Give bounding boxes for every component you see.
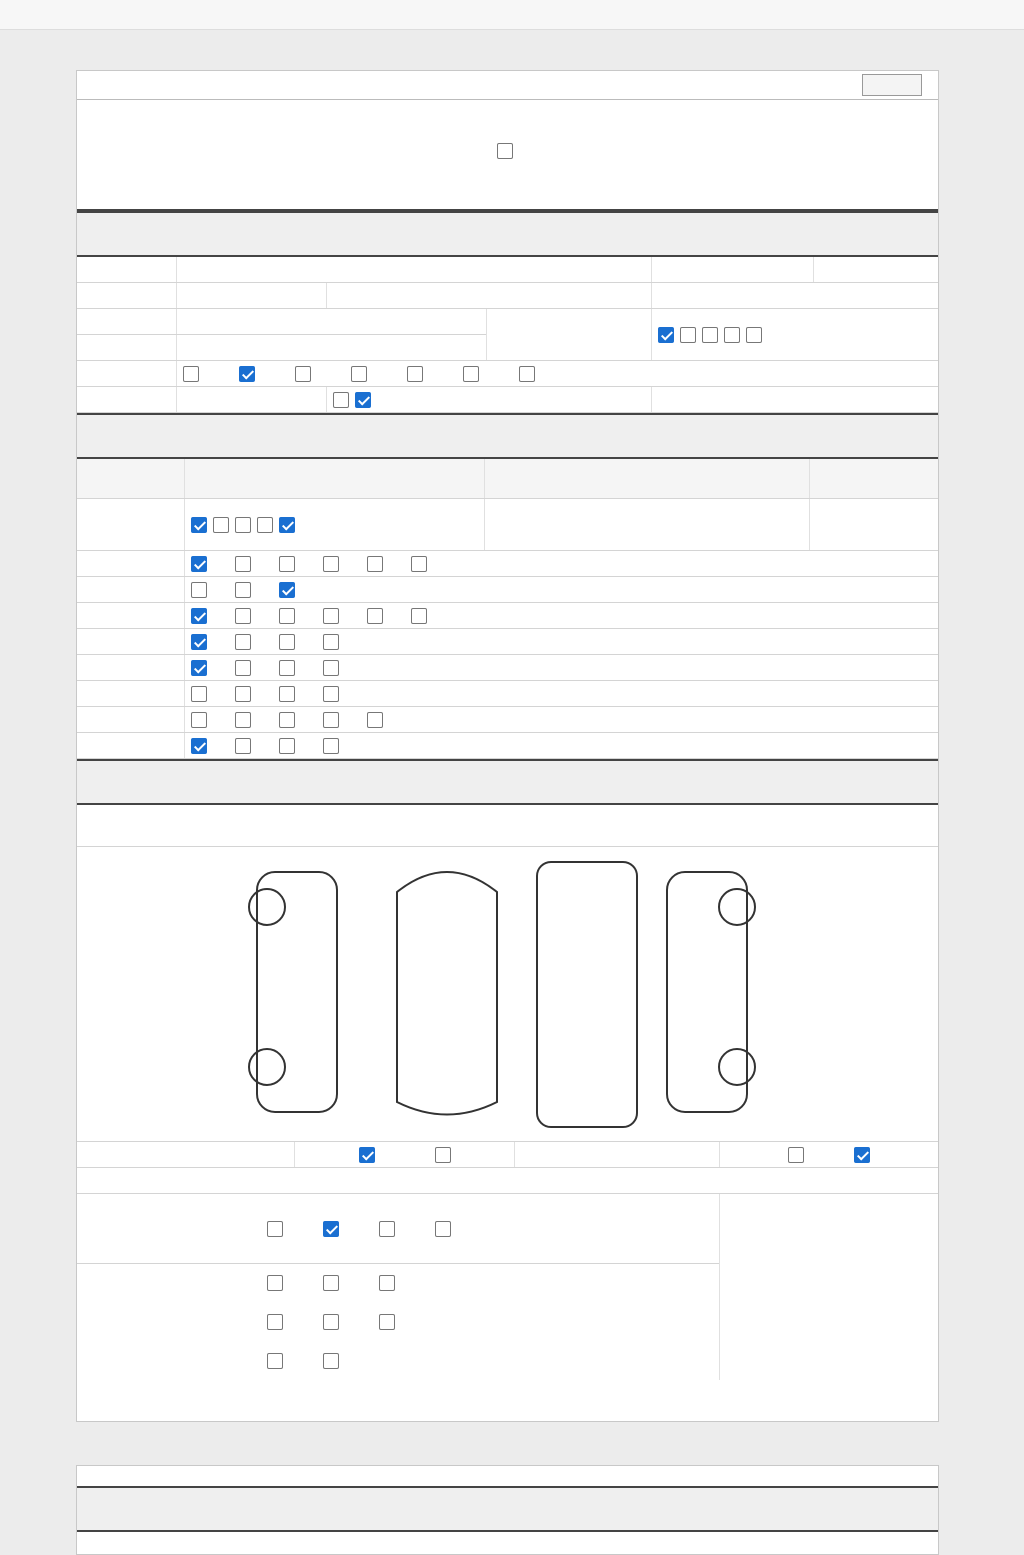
status-checkbox[interactable] bbox=[235, 738, 251, 754]
status-checkbox[interactable] bbox=[411, 556, 427, 572]
status-checkbox[interactable] bbox=[235, 712, 251, 728]
fuel-checkbox[interactable] bbox=[351, 366, 367, 382]
status-checkbox[interactable] bbox=[279, 556, 295, 572]
status-checkbox[interactable] bbox=[323, 712, 339, 728]
part-checkbox[interactable] bbox=[323, 1275, 339, 1291]
fuel-checkbox[interactable] bbox=[407, 366, 423, 382]
label-cell bbox=[77, 309, 177, 334]
transmission-checkbox[interactable] bbox=[702, 327, 718, 343]
status-row bbox=[77, 603, 938, 629]
header-cell bbox=[485, 459, 810, 498]
part-checkbox[interactable] bbox=[267, 1353, 283, 1369]
row-engine-warranty bbox=[77, 387, 938, 413]
fuel-checkbox[interactable] bbox=[295, 366, 311, 382]
value-cell bbox=[177, 283, 327, 308]
status-row bbox=[77, 577, 938, 603]
detail-sub bbox=[77, 1512, 938, 1532]
transmission-checkbox[interactable] bbox=[724, 327, 740, 343]
status-checkbox[interactable] bbox=[279, 660, 295, 676]
fuel-options bbox=[177, 361, 938, 386]
label-cell bbox=[327, 283, 652, 308]
transmission-checkbox[interactable] bbox=[746, 327, 762, 343]
status-checkbox[interactable] bbox=[323, 660, 339, 676]
status-checkbox[interactable] bbox=[279, 738, 295, 754]
status-checkbox[interactable] bbox=[235, 686, 251, 702]
fuel-checkbox[interactable] bbox=[463, 366, 479, 382]
part-checkbox[interactable] bbox=[323, 1314, 339, 1330]
transmission-options bbox=[652, 309, 938, 360]
basic-info-head bbox=[77, 211, 938, 237]
status-checkbox[interactable] bbox=[323, 738, 339, 754]
header-cell bbox=[185, 459, 485, 498]
accident-sub bbox=[77, 785, 938, 805]
replacement-grid bbox=[77, 1194, 938, 1380]
status-checkbox[interactable] bbox=[323, 608, 339, 624]
part-checkbox[interactable] bbox=[379, 1221, 395, 1237]
part-checkbox[interactable] bbox=[379, 1275, 395, 1291]
label-cell bbox=[77, 283, 177, 308]
status-checkbox[interactable] bbox=[323, 556, 339, 572]
value-cell bbox=[177, 309, 486, 334]
status-checkbox[interactable] bbox=[279, 686, 295, 702]
part-checkbox[interactable] bbox=[267, 1221, 283, 1237]
status-checkbox[interactable] bbox=[367, 556, 383, 572]
label-cell bbox=[652, 257, 814, 282]
status-checkbox[interactable] bbox=[323, 634, 339, 650]
warranty-options bbox=[327, 387, 652, 412]
row-year bbox=[77, 283, 938, 309]
status-row bbox=[77, 499, 938, 551]
value-cell bbox=[177, 387, 327, 412]
status-checkbox[interactable] bbox=[191, 517, 207, 533]
price-check-checkbox[interactable] bbox=[497, 143, 513, 159]
inspection-page-1 bbox=[76, 70, 939, 1422]
status-checkbox[interactable] bbox=[279, 517, 295, 533]
basic-info-sub bbox=[77, 237, 938, 257]
status-head bbox=[77, 413, 938, 439]
status-checkbox[interactable] bbox=[235, 634, 251, 650]
value-cell bbox=[177, 257, 652, 282]
accident-checkbox[interactable] bbox=[435, 1147, 451, 1163]
vehicle-diagram bbox=[77, 847, 938, 1142]
status-checkbox[interactable] bbox=[191, 712, 207, 728]
accident-history-row bbox=[77, 1142, 938, 1168]
part-checkbox[interactable] bbox=[323, 1353, 339, 1369]
detail-head bbox=[77, 1486, 938, 1512]
status-checkbox[interactable] bbox=[367, 712, 383, 728]
status-checkbox[interactable] bbox=[279, 608, 295, 624]
accident-checkbox[interactable] bbox=[359, 1147, 375, 1163]
status-sub bbox=[77, 439, 938, 459]
row-first-reg-vin bbox=[77, 309, 938, 361]
fuel-checkbox[interactable] bbox=[519, 366, 535, 382]
header-cell bbox=[77, 459, 185, 498]
status-row bbox=[77, 707, 938, 733]
value-cell bbox=[652, 283, 938, 308]
transmission-label bbox=[487, 309, 652, 360]
value-cell bbox=[652, 387, 938, 412]
print-button[interactable] bbox=[862, 74, 922, 96]
status-rows bbox=[77, 499, 938, 759]
warranty-checkbox[interactable] bbox=[355, 392, 371, 408]
status-checkbox[interactable] bbox=[323, 686, 339, 702]
status-row bbox=[77, 733, 938, 759]
status-checkbox[interactable] bbox=[235, 582, 251, 598]
status-checkbox[interactable] bbox=[191, 608, 207, 624]
part-checkbox[interactable] bbox=[435, 1221, 451, 1237]
repair-checkbox[interactable] bbox=[854, 1147, 870, 1163]
document-header bbox=[77, 99, 938, 211]
price-note-cell bbox=[720, 1194, 938, 1380]
inspection-page-2 bbox=[76, 1465, 939, 1555]
status-checkbox[interactable] bbox=[191, 634, 207, 650]
status-checkbox[interactable] bbox=[235, 660, 251, 676]
doc-title bbox=[77, 118, 938, 140]
fuel-checkbox[interactable] bbox=[239, 366, 255, 382]
replacement-header-row bbox=[77, 1168, 938, 1194]
status-table-header bbox=[77, 459, 938, 499]
fuel-checkbox[interactable] bbox=[183, 366, 199, 382]
header-cell bbox=[810, 459, 938, 498]
transmission-checkbox[interactable] bbox=[658, 327, 674, 343]
label-cell bbox=[77, 387, 177, 412]
status-checkbox[interactable] bbox=[279, 712, 295, 728]
part-checkbox[interactable] bbox=[267, 1275, 283, 1291]
repair-checkbox[interactable] bbox=[788, 1147, 804, 1163]
status-checkbox[interactable] bbox=[191, 556, 207, 572]
status-checkbox[interactable] bbox=[279, 634, 295, 650]
status-checkbox[interactable] bbox=[279, 582, 295, 598]
status-checkbox[interactable] bbox=[191, 738, 207, 754]
part-checkbox[interactable] bbox=[323, 1221, 339, 1237]
status-checkbox[interactable] bbox=[257, 517, 273, 533]
status-checkbox[interactable] bbox=[191, 660, 207, 676]
status-checkbox[interactable] bbox=[235, 608, 251, 624]
status-row bbox=[77, 551, 938, 577]
label-cell bbox=[77, 335, 177, 360]
vin-value bbox=[177, 335, 486, 360]
label-cell bbox=[77, 361, 177, 386]
doc-number-value bbox=[463, 170, 553, 184]
warranty-checkbox[interactable] bbox=[333, 392, 349, 408]
part-checkbox[interactable] bbox=[267, 1314, 283, 1330]
page2-indicator bbox=[77, 1466, 938, 1486]
status-checkbox[interactable] bbox=[235, 517, 251, 533]
part-checkbox[interactable] bbox=[379, 1314, 395, 1330]
label-cell bbox=[77, 257, 177, 282]
browser-address-strip bbox=[0, 0, 1024, 30]
status-checkbox[interactable] bbox=[191, 686, 207, 702]
status-row bbox=[77, 629, 938, 655]
status-checkbox[interactable] bbox=[213, 517, 229, 533]
status-checkbox[interactable] bbox=[191, 582, 207, 598]
row-vehicle-name bbox=[77, 257, 938, 283]
accident-head bbox=[77, 759, 938, 785]
status-checkbox[interactable] bbox=[411, 608, 427, 624]
legend-notes bbox=[77, 805, 938, 847]
status-row bbox=[77, 681, 938, 707]
status-checkbox[interactable] bbox=[367, 608, 383, 624]
registration-value bbox=[814, 257, 938, 282]
car-outline-icon bbox=[237, 852, 777, 1132]
print-toolbar bbox=[77, 71, 938, 99]
status-row bbox=[77, 655, 938, 681]
transmission-checkbox[interactable] bbox=[680, 327, 696, 343]
status-checkbox[interactable] bbox=[235, 556, 251, 572]
row-fuel bbox=[77, 361, 938, 387]
